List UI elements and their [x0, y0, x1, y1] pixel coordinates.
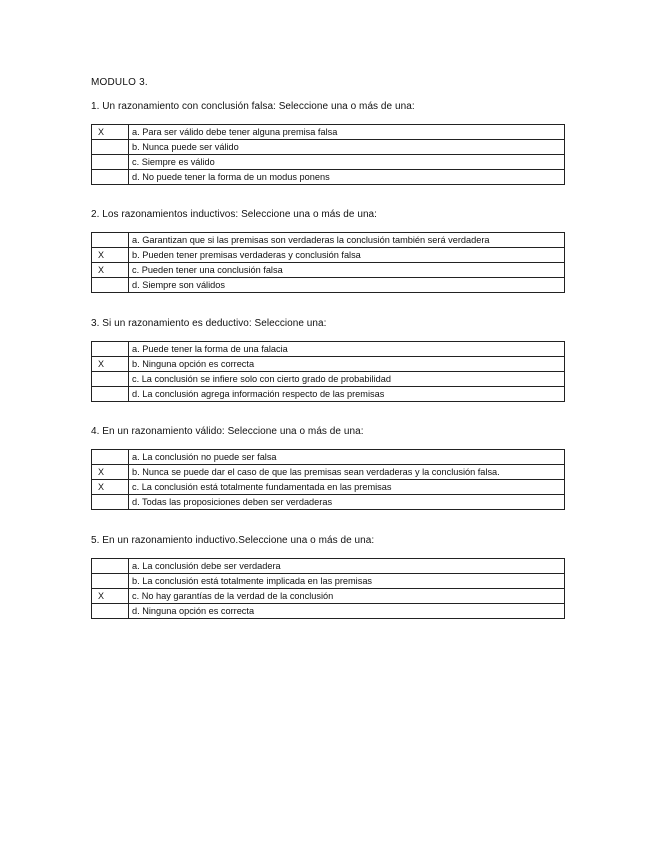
options-table — [91, 124, 565, 185]
option-row — [92, 140, 565, 155]
question-4 — [91, 426, 565, 510]
option-text: a. Para ser válido debe tener alguna premisa falsa — [129, 125, 565, 140]
option-text: d. Todas las proposiciones deben ser verdaderas — [129, 495, 565, 510]
question-text: 3. Si un razonamiento es deductivo: Seleccione una: — [91, 318, 327, 329]
answer-mark — [92, 140, 129, 155]
option-text: c. La conclusión está totalmente fundamentada en las premisas — [129, 480, 565, 495]
option-row — [92, 155, 565, 170]
option-text: b. Ninguna opción es correcta — [129, 357, 565, 372]
options-table — [91, 558, 565, 619]
option-row — [92, 465, 565, 480]
answer-mark: X — [92, 589, 129, 604]
option-text: c. Siempre es válido — [129, 155, 565, 170]
option-row — [92, 357, 565, 372]
option-text: b. Nunca se puede dar el caso de que las premisas sean verdaderas y la conclusión falsa. — [129, 465, 565, 480]
option-row — [92, 263, 565, 278]
answer-mark — [92, 155, 129, 170]
option-text: b. Nunca puede ser válido — [129, 140, 565, 155]
answer-mark — [92, 170, 129, 185]
option-text: a. La conclusión debe ser verdadera — [129, 559, 565, 574]
answer-mark — [92, 387, 129, 402]
option-text: b. La conclusión está totalmente implicada en las premisas — [129, 574, 565, 589]
question-1 — [91, 101, 565, 185]
option-text: c. La conclusión se infiere solo con cierto grado de probabilidad — [129, 372, 565, 387]
question-text: 5. En un razonamiento inductivo.Seleccione una o más de una: — [91, 535, 375, 546]
answer-mark: X — [92, 248, 129, 263]
answer-mark — [92, 278, 129, 293]
option-row — [92, 372, 565, 387]
option-row — [92, 387, 565, 402]
option-text: a. Garantizan que si las premisas son verdaderas la conclusión también será verdadera — [129, 233, 565, 248]
answer-mark: X — [92, 357, 129, 372]
option-text: a. La conclusión no puede ser falsa — [129, 450, 565, 465]
option-text: b. Pueden tener premisas verdaderas y conclusión falsa — [129, 248, 565, 263]
option-row — [92, 480, 565, 495]
answer-mark — [92, 233, 129, 248]
answer-mark — [92, 342, 129, 357]
option-row — [92, 559, 565, 574]
option-text: d. No puede tener la forma de un modus ponens — [129, 170, 565, 185]
question-2 — [91, 209, 565, 293]
option-text: c. No hay garantías de la verdad de la conclusión — [129, 589, 565, 604]
option-text: c. Pueden tener una conclusión falsa — [129, 263, 565, 278]
answer-mark — [92, 559, 129, 574]
option-row — [92, 495, 565, 510]
option-row — [92, 589, 565, 604]
options-table — [91, 341, 565, 402]
answer-mark — [92, 450, 129, 465]
question-5 — [91, 535, 565, 619]
option-row — [92, 278, 565, 293]
answer-mark: X — [92, 480, 129, 495]
option-text: d. Ninguna opción es correcta — [129, 604, 565, 619]
option-row — [92, 125, 565, 140]
module-title: MODULO 3. — [91, 77, 148, 88]
option-row — [92, 450, 565, 465]
answer-mark — [92, 372, 129, 387]
option-row — [92, 604, 565, 619]
question-text: 2. Los razonamientos inductivos: Seleccione una o más de una: — [91, 209, 377, 220]
question-3 — [91, 318, 565, 402]
answer-mark — [92, 574, 129, 589]
option-text: d. La conclusión agrega información respecto de las premisas — [129, 387, 565, 402]
option-text: d. Siempre son válidos — [129, 278, 565, 293]
options-table — [91, 232, 565, 293]
option-row — [92, 248, 565, 263]
answer-mark: X — [92, 263, 129, 278]
answer-mark — [92, 604, 129, 619]
option-row — [92, 233, 565, 248]
option-text: a. Puede tener la forma de una falacia — [129, 342, 565, 357]
option-row — [92, 574, 565, 589]
answer-mark — [92, 495, 129, 510]
option-row — [92, 170, 565, 185]
question-text: 4. En un razonamiento válido: Seleccione una o más de una: — [91, 426, 364, 437]
question-text: 1. Un razonamiento con conclusión falsa: Seleccione una o más de una: — [91, 101, 415, 112]
answer-mark: X — [92, 125, 129, 140]
answer-mark: X — [92, 465, 129, 480]
options-table — [91, 449, 565, 510]
option-row — [92, 342, 565, 357]
